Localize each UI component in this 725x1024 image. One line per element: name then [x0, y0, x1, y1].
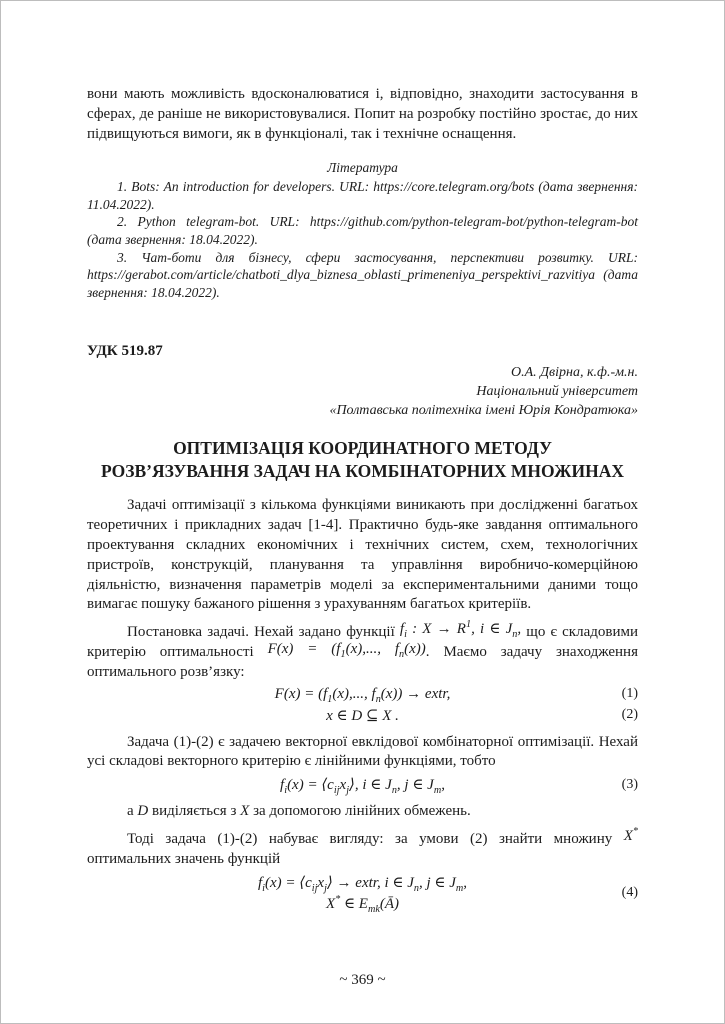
literature-item-1: 1. Bots: An introduction for developers. URL: https://core.telegram.org/bots (дата звернення: 11.04.2022). — [87, 179, 638, 212]
author-affiliation-line-2: «Полтавська політехніка імені Юрія Кондратюка» — [329, 403, 638, 418]
author-name: О.А. Двірна, к.ф.-м.н. — [510, 365, 638, 381]
paragraph-5-text-after: оптимальних значень функцій — [87, 850, 281, 867]
equation-2 — [87, 706, 638, 725]
paragraph-1: Задачі оптимізації з кількома функціями виникають при дослідженні багатьох теоретичних і прикладних задач [1-4]. Практично будь-яке завдання оптимального проектування складних економічних і технічних систем, схем, технологічних пристроїв, конструкцій, планування та управління виробничо-комерційною діяльністю, визначення параметрів моделі за експериментальними даними тощо вимагає пошуку бажаного рішення з урахуванням багатьох критеріїв. — [87, 497, 638, 613]
previous-article-end — [87, 85, 638, 301]
equation-1-number: (1) — [621, 686, 638, 702]
equation-2-formula: x ∈ D ⊆ X . — [326, 707, 399, 724]
paragraph-2-text-before: Постановка задачі. Нехай задано функції — [127, 624, 400, 641]
paragraph-5 — [87, 825, 638, 870]
article-title: ОПТИМІЗАЦІЯ КООРДИНАТНОГО МЕТОДУ РОЗВ’ЯЗУВАННЯ ЗАДАЧ НА КОМБІНАТОРНИХ МНОЖИНАХ — [101, 437, 624, 481]
inline-formula-X-star: X* — [623, 825, 638, 844]
equation-4 — [87, 873, 638, 913]
udc-code: УДК 519.87 — [87, 343, 163, 360]
literature-item-2: 2. Python telegram-bot. URL: https://github.com/python-telegram-bot/python-telegram-bot (дата звернення: 18.04.2022). — [87, 214, 638, 248]
paragraph-2 — [87, 619, 638, 682]
equation-1-formula: $F(x) = (f_1(x)$,..., $f_n(x)$) → extr, — [274, 685, 451, 705]
equation-4-line-1: $f_i(x)$ = $⟨c_{ij}x_j⟩$ → extr, i ∈ $J_n$, j ∈ $J_m$, — [257, 874, 468, 894]
paragraph-5-text-before: Тоді задача (1)-(2) набуває вигляду: за умови (2) знайти множину — [127, 830, 624, 847]
author-block — [87, 364, 638, 421]
literature-item-3: 3. Чат-боти для бізнесу, сфери застосування, перспективи розвитку. URL: https://gerabot.com/article/chatboti_dlya_biznesa_oblasti_primeneniya_perspektivi_razvitiya (дата звернення: 18.04.2022). — [87, 249, 638, 300]
paragraph-4: а D виділяється з X за допомогою лінійних обмежень. — [127, 803, 471, 820]
inline-formula-fi: $f_i$ : $X \to R^1$, i ∈ $J_n$, — [399, 619, 522, 641]
page-number: ~ 369 ~ — [339, 972, 386, 988]
equation-3-formula: $f_i(x)$ = $⟨c_{ij}x_j⟩$, i ∈ $J_n$, j ∈ $J_m$, — [280, 777, 445, 797]
equation-1 — [87, 686, 638, 703]
equation-4-line-2: X* ∈ $E_{mk}(Ā)$ — [325, 893, 400, 915]
author-affiliation-line-1: Національний університет — [476, 384, 638, 400]
literature-heading: Література — [327, 160, 398, 176]
equation-2-number: (2) — [621, 707, 638, 723]
article — [87, 343, 638, 915]
closing-paragraph: вони мають можливість вдосконалюватися і, відповідно, знаходити застосування в сферах, де раніше не використовувалися. Попит на розробку постійно зростає, до них підвищуються вимоги, як в функціоналі, так і технічне оснащення. — [87, 86, 638, 142]
equation-3-number: (3) — [621, 776, 638, 792]
equation-4-body — [127, 873, 598, 913]
equation-3 — [87, 775, 638, 797]
paragraph-2-text-after: . Маємо задачу знаходження оптимального розв’язку: — [87, 643, 638, 680]
paragraph-3: Задача (1)-(2) є задачею векторної евклідової комбінаторної оптимізації. Нехай усі складові векторного критерію є лінійними функціями, тобто — [87, 733, 638, 770]
paragraph-2-text-mid: що є складовими критерію оптимальності — [87, 624, 638, 660]
equation-4-number: (4) — [621, 884, 638, 900]
inline-formula-criterion: $F(x) = (f_1(x)$,..., $f_n(x)$) — [267, 640, 426, 660]
